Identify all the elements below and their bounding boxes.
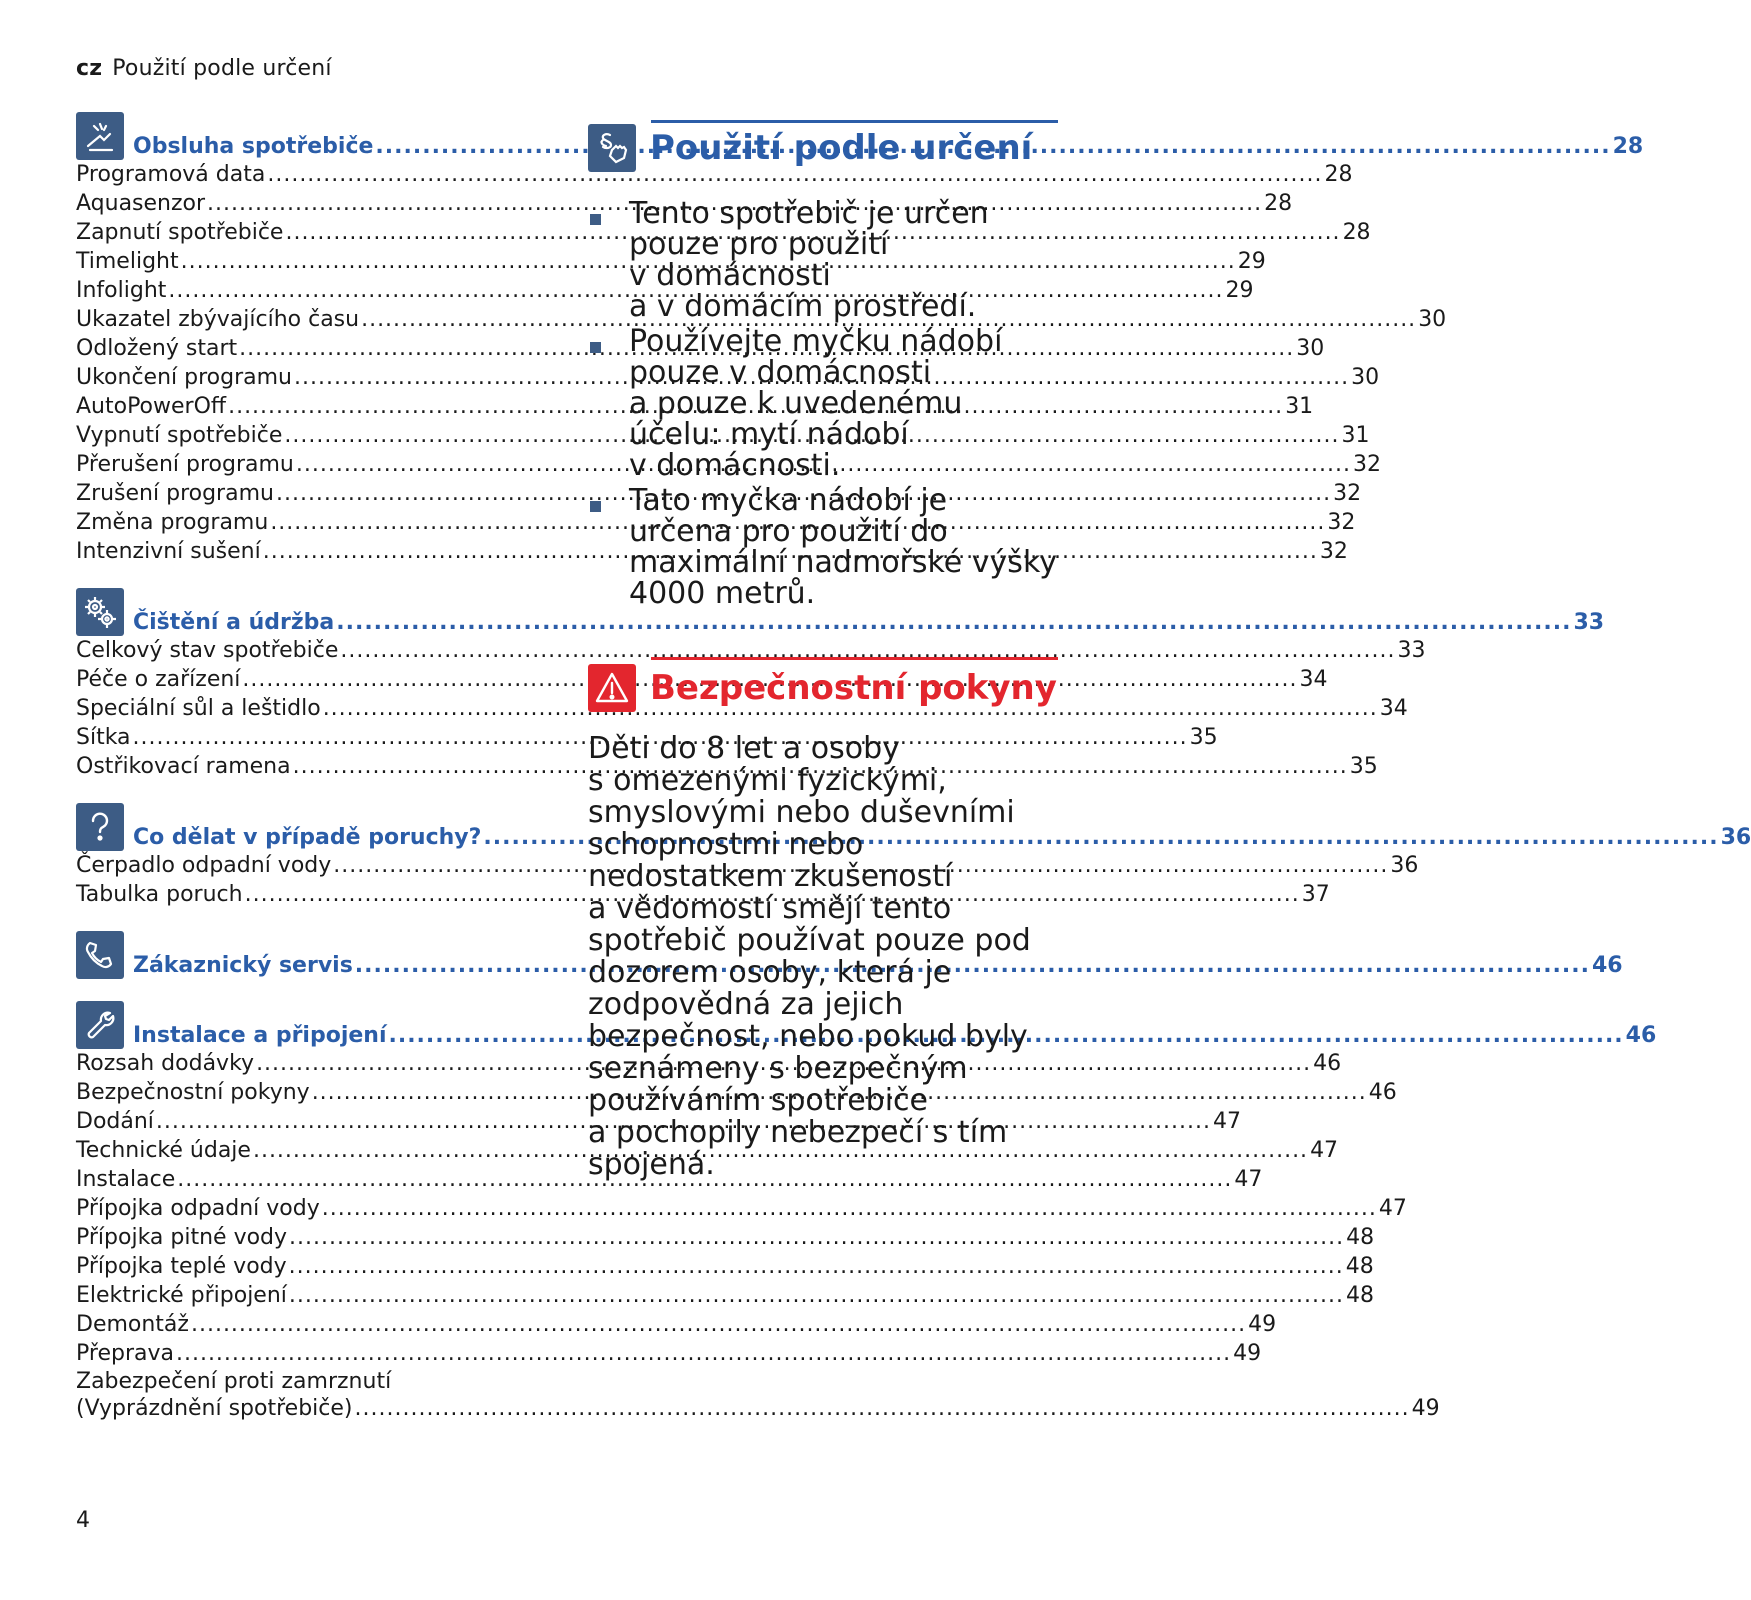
toc-item[interactable]	[76, 636, 1426, 665]
wrench-icon	[76, 1001, 124, 1049]
toc-item[interactable]	[76, 218, 1371, 247]
toc-item-page: 32	[1333, 481, 1362, 506]
toc-item[interactable]	[76, 1252, 1374, 1281]
phone-icon	[76, 931, 124, 979]
toc-item-label: Timelight	[76, 249, 179, 274]
toc-item-label: Tabulka poruch	[76, 882, 243, 907]
toc-item[interactable]	[76, 334, 1325, 363]
toc-section-page: 33	[1573, 610, 1605, 635]
toc-item-page: 28	[1324, 162, 1353, 187]
toc-item[interactable]	[76, 160, 1353, 189]
toc-section-customer-service	[76, 927, 1623, 979]
toc-section-title: Zákaznický servis	[133, 953, 353, 978]
toc-item[interactable]	[76, 508, 1356, 537]
toc-item[interactable]	[76, 363, 1380, 392]
toc-section-page: 36	[1720, 825, 1751, 850]
toc-item-label: Změna programu	[76, 510, 269, 535]
toc-item-label: Celkový stav spotřebiče	[76, 638, 339, 663]
toc-item-page: 47	[1234, 1167, 1263, 1192]
toc-item-label: Ostřikovací ramena	[76, 754, 291, 779]
page-header	[76, 56, 332, 81]
bullet-square-icon	[590, 501, 601, 512]
toc-section-title: Instalace a připojení	[133, 1023, 387, 1048]
list-item-text: Tento spotřebič je určen pouze pro použití v domácnosti a v domácím prostředí.	[629, 196, 989, 324]
toc-item-page: 30	[1418, 307, 1447, 332]
toc-item-label: Programová data	[76, 162, 266, 187]
list-item-text: Tato myčka nádobí je určena pro použití do maximální nadmořské výšky 4000 metrů.	[629, 483, 1057, 611]
toc-item-page: 47	[1378, 1196, 1407, 1221]
toc-item-page: 32	[1327, 510, 1356, 535]
toc-section-troubleshooting	[76, 799, 1751, 909]
toc-item[interactable]	[76, 479, 1362, 508]
toc-item-page: 46	[1313, 1051, 1342, 1076]
toc-item-page: 29	[1225, 278, 1254, 303]
toc-section-page: 46	[1591, 953, 1623, 978]
list-item	[588, 198, 1058, 322]
toc-item-page: 29	[1237, 249, 1266, 274]
toc-item-page: 49	[1411, 1396, 1440, 1421]
language-code: cz	[76, 56, 103, 81]
toc-item-page: 47	[1213, 1109, 1242, 1134]
toc-item-page: 31	[1285, 394, 1314, 419]
toc-item-label: Bezpečnostní pokyny	[76, 1080, 310, 1105]
toc-item-label: Přípojka teplé vody	[76, 1254, 287, 1279]
toc-item-page: 46	[1368, 1080, 1397, 1105]
toc-item-page: 31	[1341, 423, 1370, 448]
toc-section-header[interactable]	[76, 584, 1605, 636]
toc-item-label: Ukončení programu	[76, 365, 292, 390]
toc-item-page: 35	[1349, 754, 1378, 779]
gears-icon	[76, 588, 124, 636]
paragraph-hand-icon	[588, 124, 636, 172]
list-item	[588, 326, 1058, 481]
toc-item-label: Sítka	[76, 725, 131, 750]
toc-item[interactable]	[76, 537, 1348, 566]
toc-item-page: 48	[1345, 1254, 1374, 1279]
toc-item-label: Přípojka pitné vody	[76, 1225, 288, 1250]
toc-item-label: Přípojka odpadní vody	[76, 1196, 320, 1221]
toc-item-page: 49	[1248, 1312, 1277, 1337]
toc-item-label: Přeprava	[76, 1341, 174, 1366]
toc-item-page: 30	[1296, 336, 1325, 361]
toc-items	[76, 851, 1419, 909]
toc-item-label: Instalace	[76, 1167, 176, 1192]
toc-section-header[interactable]	[76, 799, 1751, 851]
toc-section-page: 46	[1625, 1023, 1657, 1048]
toc-item-label: Demontáž	[76, 1312, 189, 1337]
toc-item-label: Přerušení programu	[76, 452, 294, 477]
hand-touch-icon	[76, 112, 124, 160]
toc-section-title: Co dělat v případě poruchy?	[133, 825, 482, 850]
toc-item[interactable]	[76, 880, 1330, 909]
toc-item-page: 28	[1342, 220, 1371, 245]
list-item-text: Používejte myčku nádobí pouze v domácnosti a pouze k uvedenému účelu: mytí nádobí v domácnosti.	[629, 324, 1003, 483]
toc-item-page: 32	[1352, 452, 1381, 477]
bullet-square-icon	[590, 342, 601, 353]
toc-item-page: 30	[1351, 365, 1380, 390]
toc-section-title: Obsluha spotřebiče	[133, 134, 374, 159]
toc-item[interactable]	[76, 723, 1218, 752]
intended-use-title: Použití podle určení	[650, 128, 1033, 168]
intended-use-list	[588, 198, 1058, 613]
toc-item[interactable]	[76, 1165, 1263, 1194]
toc-item[interactable]	[76, 1136, 1339, 1165]
toc-item-page: 48	[1346, 1283, 1375, 1308]
toc-item[interactable]	[76, 1281, 1375, 1310]
toc-item[interactable]	[76, 392, 1314, 421]
toc-item-label: Elektrické připojení	[76, 1283, 287, 1308]
toc-item-label: Péče o zařízení	[76, 667, 241, 692]
toc-item[interactable]	[76, 1310, 1277, 1339]
toc-item-label: Odložený start	[76, 336, 238, 361]
toc-item-page: 47	[1310, 1138, 1339, 1163]
toc-item-multiline[interactable]	[76, 1368, 1440, 1422]
toc-item-page: 35	[1189, 725, 1218, 750]
toc-item[interactable]	[76, 276, 1254, 305]
toc-item-label: AutoPowerOff	[76, 394, 227, 419]
toc-section-page: 28	[1612, 134, 1644, 159]
toc-item[interactable]	[76, 1223, 1375, 1252]
toc-item-label-line2: (Vyprázdnění spotřebiče)	[76, 1396, 353, 1421]
toc-section-title: Čištění a údržba	[133, 610, 335, 635]
toc-item-label: Aquasenzor	[76, 191, 206, 216]
toc-item-label: Dodání	[76, 1109, 154, 1134]
toc-item[interactable]	[76, 1049, 1342, 1078]
toc-item-label: Intenzivní sušení	[76, 539, 261, 564]
toc-item[interactable]	[76, 247, 1266, 276]
toc-item[interactable]	[76, 450, 1381, 479]
toc-item-label: Rozsah dodávky	[76, 1051, 255, 1076]
section-rule-red	[651, 657, 1058, 660]
question-icon	[76, 803, 124, 851]
toc-item-page: 32	[1319, 539, 1348, 564]
warning-triangle-icon	[588, 664, 636, 712]
safety-heading	[588, 664, 1057, 712]
toc-item-label: Zapnutí spotřebiče	[76, 220, 284, 245]
toc-item[interactable]	[76, 1078, 1397, 1107]
toc-item-page: 37	[1301, 882, 1330, 907]
toc-section-header[interactable]	[76, 927, 1623, 979]
toc-item-page: 34	[1379, 696, 1408, 721]
toc-item-label: Vypnutí spotřebiče	[76, 423, 283, 448]
toc-item[interactable]	[76, 752, 1378, 781]
toc-item-page: 49	[1233, 1341, 1262, 1366]
toc-item[interactable]	[76, 1107, 1242, 1136]
toc-item-label: Technické údaje	[76, 1138, 251, 1163]
toc-item-label-line1: Zabezpečení proti zamrznutí	[76, 1369, 392, 1394]
toc-item-page: 34	[1299, 667, 1328, 692]
safety-paragraph: Děti do 8 let a osoby s omezenými fyzickými, smyslovými nebo duševními schopnostmi nebo nedostatkem zkušeností a vědomostí smějí tento spotřebič používat pouze pod dozorem osoby, která je zodpovědná za jejich bezpečnost, nebo pokud byly seznámeny s bezpečným používáním spotřebiče a pochopily nebezpečí s tím spojená.	[588, 731, 1031, 1182]
section-rule-blue	[651, 120, 1058, 123]
toc-item-page: 48	[1346, 1225, 1375, 1250]
intended-use-heading	[588, 124, 1032, 172]
toc-item-page: 36	[1390, 853, 1419, 878]
bullet-square-icon	[590, 214, 601, 225]
toc-item-label: Zrušení programu	[76, 481, 274, 506]
toc-items	[76, 1049, 1440, 1422]
toc-section-installation	[76, 997, 1657, 1422]
safety-title: Bezpečnostní pokyny	[650, 668, 1057, 708]
toc-item[interactable]	[76, 851, 1419, 880]
toc-item-page: 28	[1264, 191, 1293, 216]
toc-item[interactable]	[76, 305, 1447, 334]
toc-item-label: Infolight	[76, 278, 167, 303]
toc-section-header[interactable]	[76, 997, 1657, 1049]
page-number: 4	[76, 1508, 90, 1533]
toc-item-label: Čerpadlo odpadní vody	[76, 853, 332, 878]
toc-item[interactable]	[76, 1339, 1262, 1368]
toc-item-label: Speciální sůl a leštidlo	[76, 696, 321, 721]
list-item	[588, 485, 1058, 609]
toc-item-label: Ukazatel zbývajícího času	[76, 307, 360, 332]
toc-item[interactable]	[76, 421, 1370, 450]
toc-item-page: 33	[1397, 638, 1426, 663]
toc-item[interactable]	[76, 189, 1293, 218]
toc-item[interactable]	[76, 694, 1408, 723]
header-title: Použití podle určení	[112, 56, 332, 81]
toc-item[interactable]	[76, 1194, 1407, 1223]
